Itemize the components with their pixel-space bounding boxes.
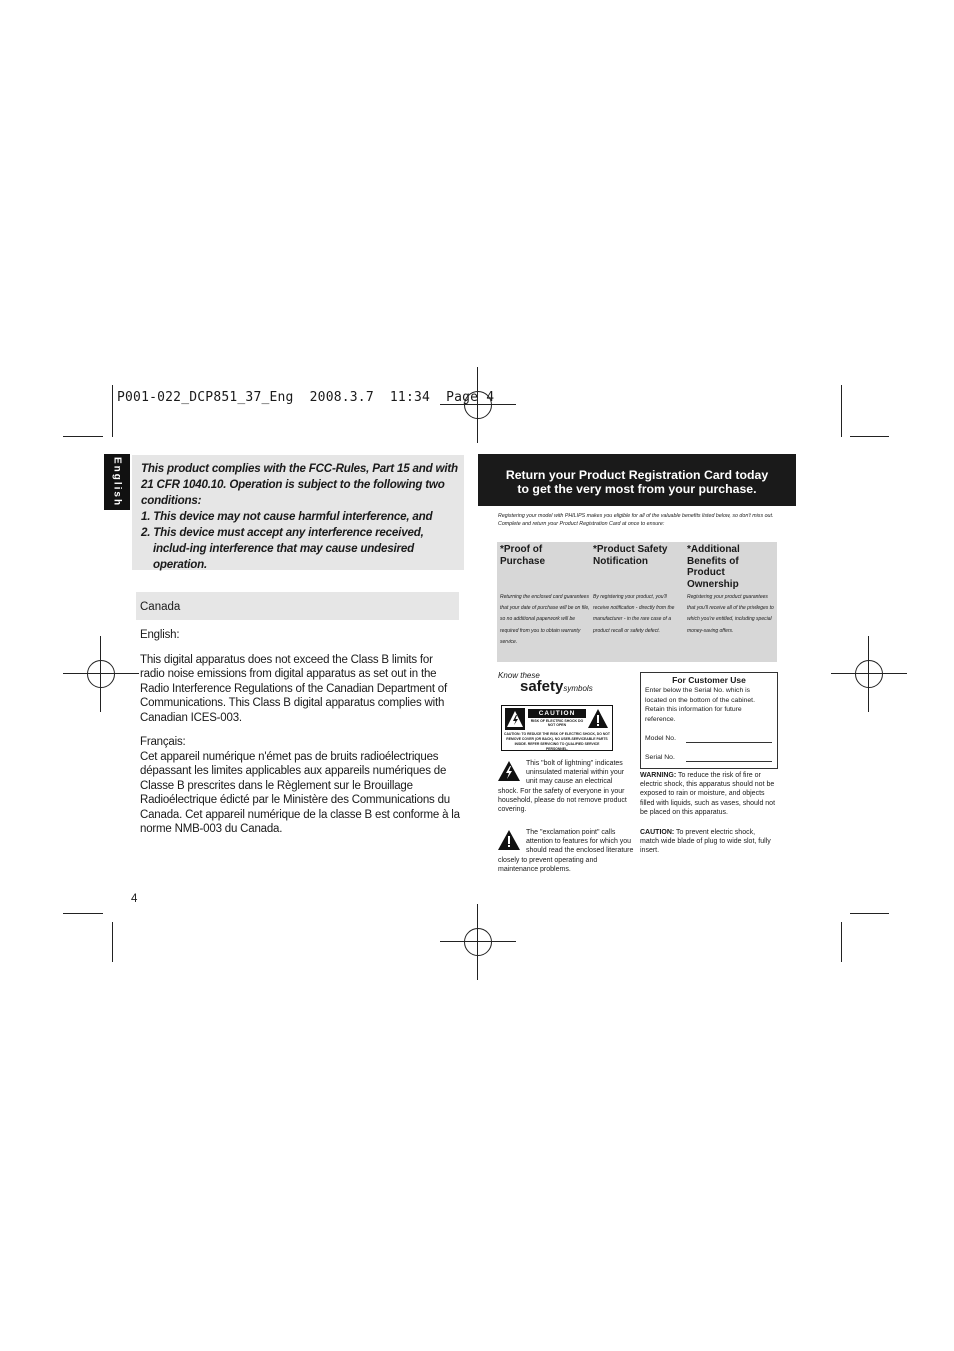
registration-mark bbox=[831, 636, 907, 712]
lightning-warning-icon bbox=[505, 708, 525, 730]
crop-mark bbox=[841, 385, 842, 437]
caution-risk: RISK OF ELECTRIC SHOCK DO NOT OPEN bbox=[530, 719, 584, 727]
caution-note-text: To prevent electric shock, match wide blade of plug to wide slot, fully insert. bbox=[640, 829, 771, 855]
canada-heading-box bbox=[136, 592, 459, 620]
registration-header bbox=[478, 454, 796, 506]
exclamation-symbol-explanation bbox=[498, 828, 634, 874]
fcc-condition-1: 1. This device may not cause harmful interference, and bbox=[141, 510, 433, 523]
caution-title: CAUTION bbox=[528, 709, 586, 718]
customer-use-text: Enter below the Serial No. which is located on the bottom of the cabinet. Retain this information for future reference. bbox=[645, 687, 755, 723]
registration-intro: Registering your model with PHILIPS makes you eligible for all of the valuable benefits listed below, so don't miss out. Complete and return your Product Registration Card at once to ensure: bbox=[498, 513, 774, 527]
symbols-word: symbols bbox=[563, 684, 593, 693]
registration-header-line2: to get the very most from your purchase. bbox=[517, 482, 757, 496]
lightning-explanation-text: This "bolt of lightning" indicates uninsulated material within your unit may cause an electrical shock. For the safety of everyone in your household, please do not remove product covering. bbox=[498, 760, 627, 814]
crop-mark bbox=[63, 913, 103, 914]
warning-text: To reduce the risk of fire or electric shock, this apparatus should not be exposed to rain or moisture, and objects filled with liquids, such as vases, should not be placed on this apparatus. bbox=[640, 772, 776, 816]
registration-mark bbox=[440, 367, 516, 443]
exclamation-explanation-text: The "exclamation point" calls attention to features for which you should read the enclosed literature closely to prevent operating and maintenance problems. bbox=[498, 829, 634, 873]
benefit-proof-of-purchase bbox=[500, 544, 590, 645]
crop-mark bbox=[850, 436, 889, 437]
registration-mark bbox=[63, 636, 139, 712]
crop-mark bbox=[112, 385, 113, 437]
crop-mark bbox=[112, 922, 113, 962]
crop-mark bbox=[850, 913, 889, 914]
exclamation-warning-icon bbox=[587, 708, 609, 730]
caution-label-graphic bbox=[501, 705, 613, 751]
fcc-condition-2: 2. This device must accept any interference received, includ-ing interference that may cause undesired operation. bbox=[141, 526, 424, 571]
serial-no-line bbox=[686, 761, 772, 762]
caution-fine-print: CAUTION: TO REDUCE THE RISK OF ELECTRIC SHOCK, DO NOT REMOVE COVER (OR BACK). NO USER-SERVICEABLE PARTS INSIDE. REFER SERVICING TO QUALIFIED SERVICE PERSONNEL. bbox=[504, 732, 610, 751]
customer-use-title: For Customer Use bbox=[672, 675, 746, 685]
serial-no-label: Serial No. bbox=[645, 754, 675, 761]
caution-note-label: CAUTION: bbox=[640, 829, 675, 836]
benefits-panel bbox=[497, 542, 777, 662]
fcc-statement: This product complies with the FCC-Rules, Part 15 and with 21 CFR 1040.10. Operation is subject to the following two conditions: bbox=[141, 462, 458, 507]
model-no-label: Model No. bbox=[645, 735, 676, 742]
benefit-title: *Proof of Purchase bbox=[500, 544, 546, 567]
benefit-product-safety bbox=[593, 544, 683, 634]
page-number: 4 bbox=[131, 893, 138, 905]
english-text: This digital apparatus does not exceed the Class B limits for radio noise emissions from digital apparatus as set out in the Radio Interference Regulations of the Canadian Department of Communications. This Class B digital apparatus complies with Canadian ICES-003. bbox=[140, 653, 448, 724]
lightning-symbol-explanation bbox=[498, 759, 634, 814]
registration-header-line1: Return your Product Registration Card today bbox=[505, 468, 769, 482]
model-no-line bbox=[686, 742, 772, 743]
print-slug: P001-022_DCP851_37_Eng 2008.3.7 11:34 Page 4 bbox=[117, 390, 495, 405]
caution-note bbox=[640, 828, 776, 856]
lightning-icon bbox=[498, 761, 520, 781]
warning-note bbox=[640, 771, 776, 817]
benefit-text: Returning the enclosed card guarantees that your date of purchase will be on file, so no additional paperwork will be required from you to obtain warranty service. bbox=[500, 594, 590, 645]
benefit-title: *Product Safety Notification bbox=[593, 544, 668, 567]
language-tab bbox=[104, 454, 130, 510]
crop-mark bbox=[841, 922, 842, 962]
language-tab-label: English bbox=[111, 456, 123, 508]
know-these-label: Know these bbox=[498, 671, 540, 680]
english-label: English: bbox=[140, 629, 180, 641]
crop-mark bbox=[63, 436, 103, 437]
customer-use-box bbox=[640, 672, 778, 769]
benefit-text: Registering your product guarantees that you'll receive all of the privileges to which you're entitled, including special money-saving offers. bbox=[687, 594, 774, 634]
registration-mark bbox=[440, 904, 516, 980]
safety-symbols-heading bbox=[520, 678, 593, 696]
canada-heading: Canada bbox=[140, 601, 181, 613]
benefit-text: By registering your product, you'll receive notification - directly from the manufacturer - in the rare case of a product recall or safety defect. bbox=[593, 594, 675, 634]
canada-compliance-text bbox=[140, 628, 460, 847]
french-label: Français: bbox=[140, 736, 186, 748]
fcc-notice bbox=[132, 455, 464, 570]
benefit-additional bbox=[687, 544, 777, 634]
french-text: Cet appareil numérique n'émet pas de bruits radioélectriques dépassant les limites applicables aux appareils numériques de Classe B prescrites dans le Règlement sur le Brouillage Radioélectrique édicté par le Ministère des Communications du Canada. Cet appareil numérique de la classe B est conforme à la norme NMB-003 du Canada. bbox=[140, 750, 460, 835]
benefit-title: *Additional Benefits of Product Ownership bbox=[687, 544, 740, 590]
exclamation-icon bbox=[498, 830, 520, 850]
warning-label: WARNING: bbox=[640, 772, 677, 779]
safety-word: safety bbox=[520, 678, 564, 695]
